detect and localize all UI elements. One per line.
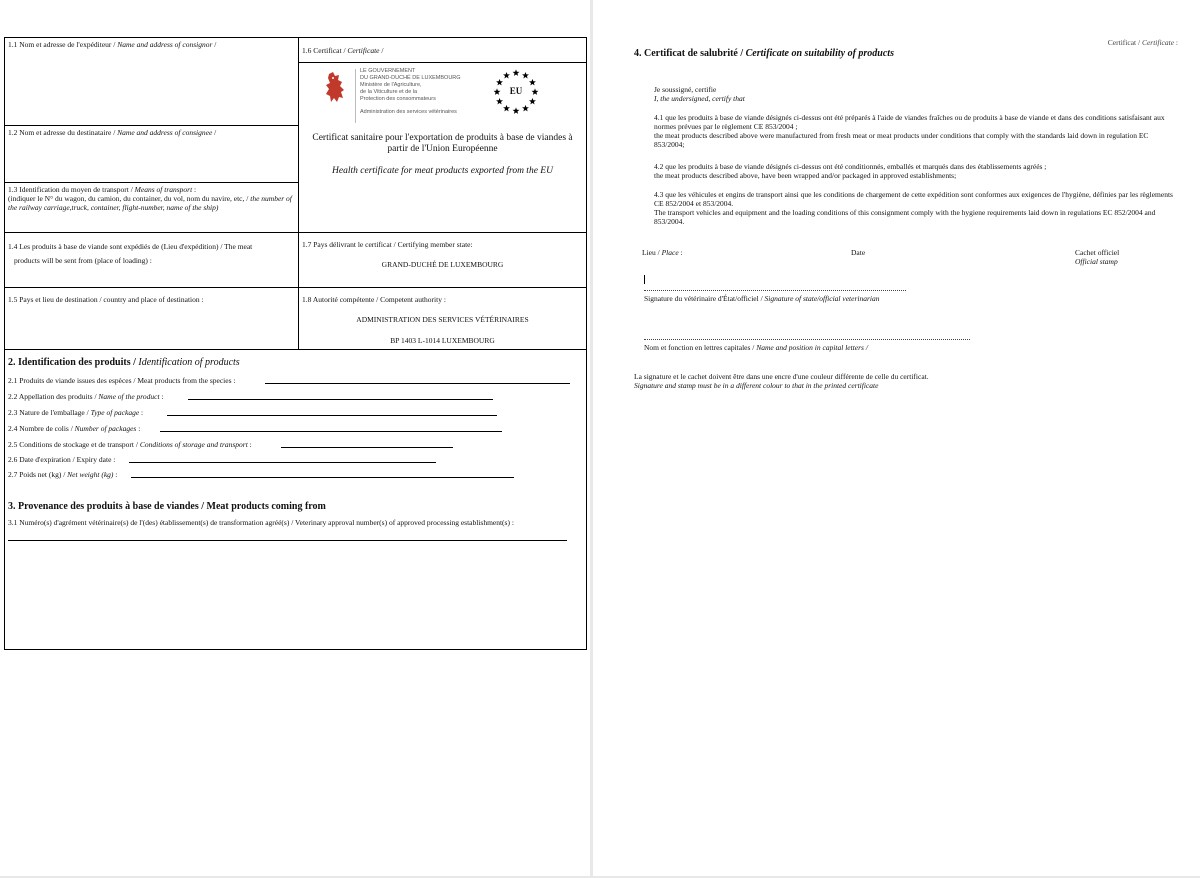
eu-star-icon bbox=[529, 79, 536, 86]
storage-conditions-label: 2.5 Conditions de stockage et de transport / bbox=[8, 440, 138, 449]
consignor-label-en: Name and address of consignor bbox=[117, 40, 213, 49]
competent-authority-label: 1.8 Autorité compétente / Competent authority : bbox=[302, 295, 446, 304]
certifying-state-box bbox=[298, 232, 587, 288]
undersigned-fr: Je soussigné, certifie bbox=[654, 85, 717, 94]
clause-4-2: 4.2 que les produits à base de viande désignés ci-dessus ont été conditionnés, emballés et marqués dans des établissements agréés ; the meat products described above, have been wrapped and/or packaged in approved establishments; bbox=[654, 162, 1047, 180]
signature-line[interactable] bbox=[644, 290, 906, 291]
transport-details-en: the number of the railway carriage,truck, container, flight-number, name of the ship) bbox=[8, 194, 292, 212]
eu-star-icon bbox=[503, 105, 510, 112]
clause-4-3: 4.3 que les véhicules et engins de transport ainsi que les conditions de chargement de cette expédition sont conformes aux exigences de l'hygiène, définies par les règlements CE 852/2004 et 853/2004. The transport vehicles and equipment and the loading conditions of this consignment comply with the hygiene requirements laid down in regulations EC 852/2004 and 853/2004. bbox=[654, 190, 1173, 226]
government-logo-text: LE GOUVERNEMENT DU GRAND-DUCHÉ DE LUXEMBOURG Ministère de l'Agriculture, de la Viticulture et de la Protection des consommateurs Administration des services vétérinaires bbox=[360, 68, 461, 115]
eu-star-icon bbox=[513, 69, 520, 76]
package-count-label: 2.4 Nombre de colis / bbox=[8, 424, 73, 433]
certificate-header-box: 1.6 Certificat / Certificate / LE GOUVERNEMENT DU GRAND-DUCHÉ DE LUXEMBOURG Ministère de l'Agriculture, de la Viticulture et de la Protection des consommateurs Administration des services vétérinaires EU Certificat sanitaire pour l'exportation de produits à base de viandes à partir de l'Union Européenne Health certificate for meat products exported from the EU bbox=[298, 37, 587, 233]
undersigned-en: I, the undersigned, certify that bbox=[654, 94, 745, 103]
certificate-page-1 bbox=[0, 0, 590, 876]
transport-field[interactable]: 1.3 Identification du moyen de transport / Means of transport : (indiquer le N° du wagon, du camion, du container, du vol, nom du navire, etc, / the number of the railway carriage,truck, container, flight-number, name of the ship) bbox=[4, 182, 299, 233]
eu-star-icon bbox=[522, 105, 529, 112]
net-weight-label: 2.7 Poids net (kg) / bbox=[8, 470, 66, 479]
net-weight-input[interactable] bbox=[131, 477, 514, 478]
consignee-label-en: Name and address of consignee bbox=[117, 128, 213, 137]
page2-header: Certificat / bbox=[1107, 38, 1141, 47]
transport-label: 1.3 Identification du moyen de transport bbox=[8, 185, 129, 194]
clause-4-1: 4.1 que les produits à base de viande désignés ci-dessus ont été préparés à l'aide de viandes fraîches ou de produits à base de viande et dans des conditions satisfaisant aux normes prévues par le règlement CE 853/2004 ; the meat products described above were manufactured from fresh meat or meat products under conditions that comply with the standards laid down in regulation EC 853/2004; bbox=[654, 113, 1165, 149]
approval-numbers-input[interactable] bbox=[8, 540, 567, 541]
eu-star-icon bbox=[496, 98, 503, 105]
species-label: 2.1 Produits de viande issues des espèces / Meat products from the species : bbox=[8, 376, 236, 385]
storage-conditions-input[interactable] bbox=[281, 447, 453, 448]
competent-authority-box bbox=[298, 287, 587, 350]
place-field[interactable]: Lieu / Place : bbox=[642, 248, 683, 257]
eu-label: EU bbox=[509, 86, 523, 96]
section-2-title: 2. Identification des produits / bbox=[8, 357, 136, 368]
package-count-input[interactable] bbox=[160, 431, 502, 432]
signature-label: Signature du vétérinaire d'État/officiel / bbox=[644, 294, 763, 303]
ink-note-en: Signature and stamp must be in a different colour to that in the printed certificate bbox=[634, 381, 879, 390]
transport-details: (indiquer le N° du wagon, du camion, du container, du vol, nom du navire, etc, bbox=[8, 194, 245, 203]
luxembourg-lion-icon bbox=[323, 70, 349, 106]
destination-field[interactable] bbox=[4, 287, 299, 350]
product-name-label: 2.2 Appellation des produits / bbox=[8, 392, 97, 401]
place-of-loading-field[interactable] bbox=[4, 232, 299, 288]
ink-note-fr: La signature et le cachet doivent être dans une encre d'une couleur différente de celle du certificat. bbox=[634, 372, 929, 381]
loading-label: 1.4 Les produits à base de viande sont expédiés de (Lieu d'expédition) / The meat bbox=[8, 242, 253, 251]
eu-star-icon bbox=[529, 98, 536, 105]
date-field[interactable]: Date bbox=[851, 248, 866, 257]
certificate-label-en: Certificate bbox=[347, 46, 380, 55]
certificate-title-fr: Certificat sanitaire pour l'exportation de produits à base de viandes à partir de l'Union Européenne bbox=[312, 133, 573, 154]
certificate-page-2: Certificat / Certificate : 4. Certificat de salubrité / Certificate on suitability of products Je soussigné, certifie I, the undersigned, certify that 4.1 que les produits à base de viande désignés ci-dessus ont été préparés à l'aide de viandes fraîches ou de produits à base de viande et dans des conditions satisfaisant aux normes prévues par le règlement CE 853/2004 ; the meat products described above were manufactured from fresh meat or meat products under conditions that comply with the standards laid down in regulation EC 853/2004; 4.2 que les produits à base de viande désignés ci-dessus ont été conditionnés, emballés et marqués dans des établissements agréés ; the meat products described above, have been wrapped and/or packaged in approved establishments; 4.3 que les véhicules et engins de transport ainsi que les conditions de chargement de cette expédition sont conformes aux exigences de l'hygiène, définies par les règlements CE 852/2004 et 853/2004. The transport vehicles and equipment and the loading conditions of this consignment comply with the hygiene requirements laid down in regulations EC 852/2004 and 853/2004. Lieu / Place : Date Cachet officiel Official stamp Signature du vétérinaire d'État/officiel / Signature of state/official veterinarian Nom et fonction en lettres capitales / Name and position in capital letters / La signature et le cachet doivent être dans une encre d'une couleur différente de celle du certificat. Signature and stamp must be in a different colour to that in the printed certificate bbox=[593, 0, 1200, 876]
species-input[interactable] bbox=[265, 383, 570, 384]
section-4-title: 4. Certificat de salubrité / bbox=[634, 48, 744, 59]
consignee-field[interactable]: 1.2 Nom et adresse du destinataire / Name and address of consignee / bbox=[4, 125, 299, 183]
certifying-state-value: GRAND-DUCHÉ DE LUXEMBOURG bbox=[381, 260, 504, 269]
eu-star-icon bbox=[503, 72, 510, 79]
destination-label: 1.5 Pays et lieu de destination / country and place of destination : bbox=[8, 295, 204, 304]
expiry-date-input[interactable] bbox=[129, 462, 436, 463]
expiry-date-label: 2.6 Date d'expiration / Expiry date : bbox=[8, 455, 116, 464]
eu-star-icon bbox=[496, 79, 503, 86]
name-position-line[interactable] bbox=[644, 339, 970, 340]
products-section-box: 2. Identification des produits / Identification of products 2.1 Produits de viande issues des espèces / Meat products from the species : 2.2 Appellation des produits / Name of the product : 2.3 Nature de l'emballage / Type of package : 2.4 Nombre de colis / Number of packages : 2.5 Conditions de stockage et de transport / Conditions of storage and transport : 2.6 Date d'expiration / Expiry date : 2.7 Poids net (kg) / Net weight (kg) : 3. Provenance des produits à base de viandes / Meat products coming from 3.1 Numéro(s) d'agrément vétérinaire(s) de l'(des) établissement(s) de transformation agréé(s) / Veterinary approval number(s) of approved processing establishment(s) : bbox=[4, 349, 587, 650]
consignee-label: 1.2 Nom et adresse du destinataire bbox=[8, 128, 112, 137]
competent-authority-address: BP 1403 L-1014 LUXEMBOURG bbox=[390, 336, 495, 345]
section-3-title: 3. Provenance des produits à base de viandes / Meat products coming from bbox=[8, 501, 326, 512]
transport-label-en: Means of transport bbox=[134, 185, 193, 194]
certifying-state-label: 1.7 Pays délivrant le certificat / Certifying member state: bbox=[302, 240, 473, 249]
consignor-field[interactable]: 1.1 Nom et adresse de l'expéditeur / Name and address of consignor / bbox=[4, 37, 299, 126]
official-stamp-area[interactable]: Cachet officiel Official stamp bbox=[1075, 248, 1120, 266]
package-type-input[interactable] bbox=[167, 415, 497, 416]
eu-star-icon bbox=[522, 72, 529, 79]
certificate-title-en: Health certificate for meat products exported from the EU bbox=[332, 166, 553, 176]
name-position-label: Nom et fonction en lettres capitales / bbox=[644, 343, 755, 352]
consignor-label: 1.1 Nom et adresse de l'expéditeur bbox=[8, 40, 112, 49]
eu-star-icon bbox=[513, 107, 520, 114]
certificate-label: 1.6 Certificat bbox=[302, 46, 342, 55]
product-name-input[interactable] bbox=[188, 399, 493, 400]
package-type-label: 2.3 Nature de l'emballage / bbox=[8, 408, 89, 417]
competent-authority-value: ADMINISTRATION DES SERVICES VÉTÉRINAIRES bbox=[356, 315, 529, 324]
section-4-title-en: Certificate on suitability of products bbox=[745, 48, 894, 59]
text-cursor bbox=[644, 275, 645, 284]
approval-numbers-label: 3.1 Numéro(s) d'agrément vétérinaire(s) de l'(des) établissement(s) de transformation agréé(s) / Veterinary approval number(s) of approved processing establishment(s) : bbox=[8, 518, 514, 527]
loading-label-2: products will be sent from (place of loading) : bbox=[14, 256, 152, 265]
section-2-title-en: Identification of products bbox=[138, 357, 240, 368]
